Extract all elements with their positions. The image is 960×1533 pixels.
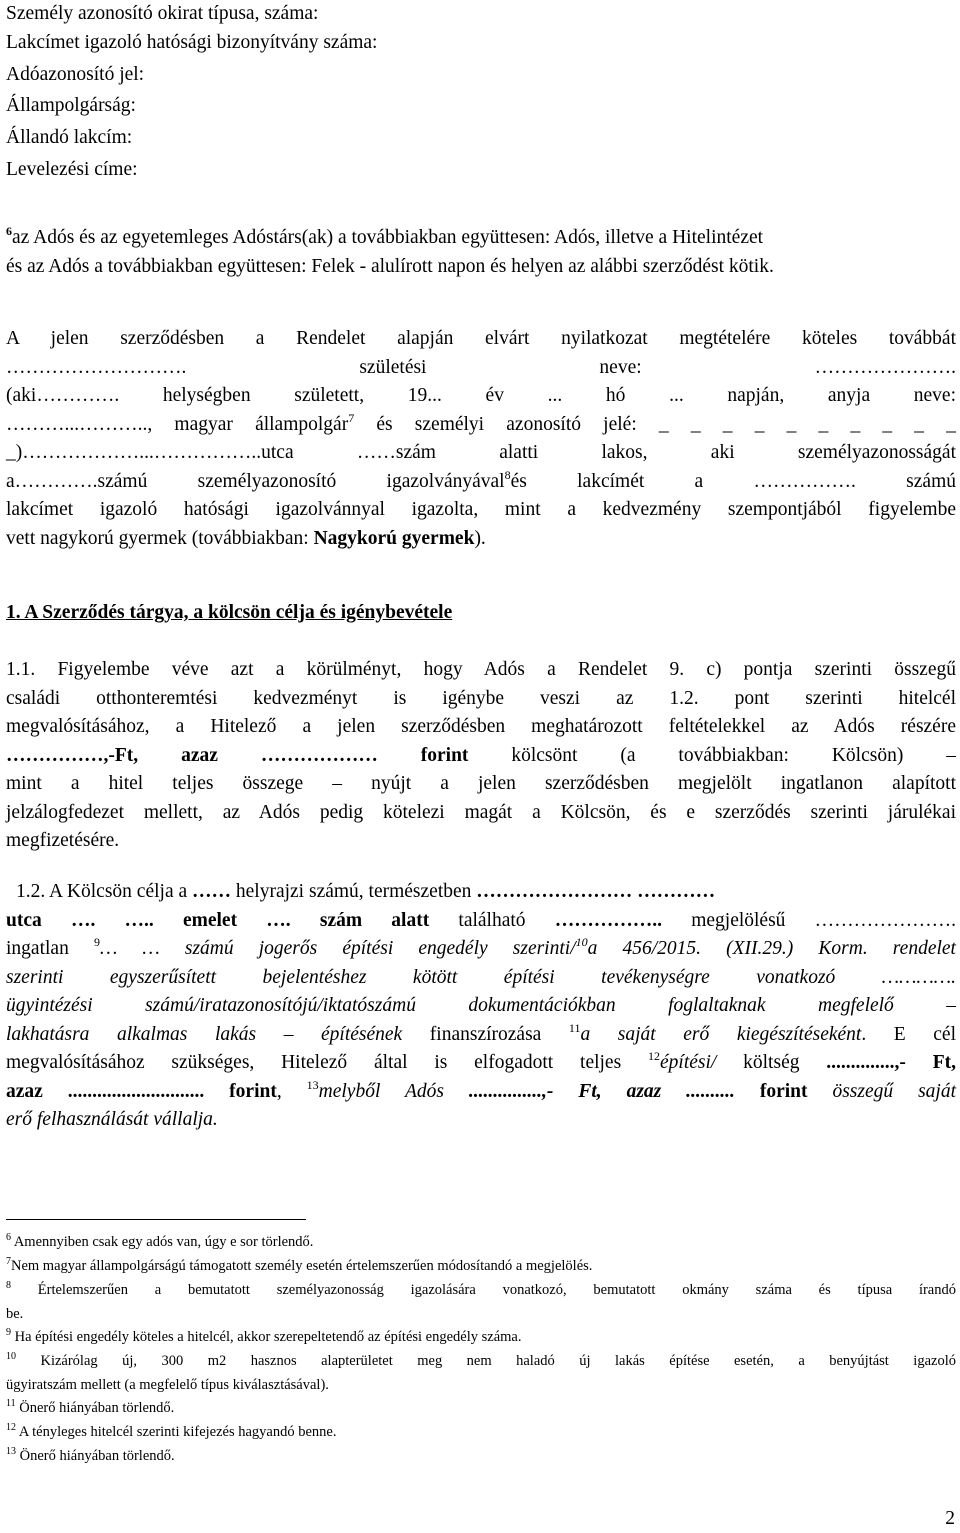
p12-line-4: szerinti egyszerűsített bejelentéshez kötött építési tevékenységre vonatkozó …………. <box>6 966 956 988</box>
loan-amount-placeholder: ……………,-Ft, azaz ……………… forint <box>6 744 469 766</box>
footnote-ref-9: 9 <box>93 935 100 949</box>
adult-child-line-2: ………………………. születési neve: …………………. <box>6 356 956 378</box>
p12-line-1: 1.2. A Kölcsön célja a …… helyrajzi számú, természetben …………………… ………… <box>16 881 716 902</box>
footnote-7: $^7$Nem magyar állampolgárságú támogatott személy esetén értelemszerűen módosítandó a megjelölés. <box>6 1256 593 1274</box>
footnote-12: $^{12}$ A tényleges hitelcél szerinti kifejezés hagyandó benne. <box>6 1422 337 1440</box>
section-1-title: 1. A Szerződés tárgya, a kölcsön célja és igénybevétele <box>6 602 453 623</box>
footnote-8: $^8$ Értelemszerűen a bemutatott személyazonosság igazolására vonatkozó, bemutatott okmány száma és típusa írandó be. <box>6 1280 956 1322</box>
footnote-ref-6: 6 <box>6 224 12 238</box>
paragraph-1-2 <box>6 878 956 1135</box>
footnote-11: $^{11}$ Önerő hiányában törlendő. <box>6 1398 175 1416</box>
footnote-ref-8: 8 <box>504 467 511 482</box>
adult-child-line-6: a………….számú személyazonosító igazolványával$^8$és lakcímét a ……………. számú <box>6 467 956 492</box>
p12-line-9: erő felhasználását vállalja. <box>6 1109 218 1130</box>
p12-line-3: ingatlan $^9$… … számú jogerős építési engedély szerinti/$^{10}$a 456/2015. (XII.29.) Korm. rendelet <box>6 935 956 959</box>
p12-line-2: utca …. ….. emelet …. szám alatt található …………….. megjelölésű …………………. <box>6 909 956 931</box>
adult-child-line-1: A jelen szerződésben a Rendelet alapján elvárt nyilatkozat megtételére köteles továbbát <box>6 328 956 349</box>
tax-id-field: Adóazonosító jel: <box>6 64 145 85</box>
footnote-13: $^{13}$ Önerő hiányában törlendő. <box>6 1446 175 1464</box>
adult-child-term: Nagykorú gyermek <box>313 527 475 549</box>
p11-line-4: ……………,-Ft, azaz ……………… forint kölcsönt (a továbbiakban: Kölcsön) – <box>6 744 956 766</box>
p11-line-7: megfizetésére. <box>6 830 120 851</box>
adult-child-line-7: lakcímet igazoló hatósági igazolvánnyal igazolta, mint a kedvezmény szempontjából figyelembe <box>6 499 956 520</box>
adult-child-line-5: _)………………...……………..utca ……szám alatti lakos, aki személyazonosságát <box>6 442 956 463</box>
parties-line-2: és az Adós a továbbiakban együttesen: Felek - alulírott napon és helyen az alábbi szerződést kötik. <box>6 255 774 277</box>
footnote-6: $^6$ Amennyiben csak egy adós van, úgy e sor törlendő. <box>6 1232 314 1250</box>
parties-line-1: $^6$az Adós és az egyetemleges Adóstárs(ak) a továbbiakban együttesen: Adós, illetve a Hitelintézet <box>6 224 764 248</box>
parties-paragraph <box>6 224 956 281</box>
p11-line-2: családi otthonteremtési kedvezményt is igénybe veszi az 1.2. pont szerinti hitelcél <box>6 687 956 709</box>
page-number: 2 <box>945 1508 955 1529</box>
p11-line-1: 1.1. Figyelembe véve azt a körülményt, hogy Adós a Rendelet 9. c) pontja szerinti összegű <box>6 659 956 680</box>
footnote-ref-11: 11 <box>568 1020 581 1035</box>
p12-line-7: megvalósításához szükséges, Hitelező által is elfogadott teljes $^{12}$építési/ költség ..............,- Ft, <box>6 1049 956 1073</box>
footnote-ref-12: 12 <box>648 1049 660 1063</box>
footnote-9: $^9$ Ha építési engedély köteles a hitelcél, akkor szerepeltetendő az építési engedély száma. <box>6 1327 522 1345</box>
adult-child-line-3: (aki…………. helységben született, 19... év ... hó ... napján, anyja neve: <box>6 385 956 406</box>
footnote-separator <box>6 1219 306 1220</box>
address-certificate-field: Lakcímet igazoló hatósági bizonyítvány száma: <box>6 32 378 53</box>
id-document-field: Személy azonosító okirat típusa, száma: <box>6 3 319 24</box>
p12-line-8: azaz ............................ forint, $^{13}$melyből Adós ...............,- Ft, azaz .......... forint összegű saját <box>6 1077 956 1102</box>
adult-child-line-8: vett nagykorú gyermek (továbbiakban: Nagykorú gyermek). <box>6 527 486 549</box>
mailing-address-field: Levelezési címe: <box>6 159 138 180</box>
p12-line-6: lakhatásra alkalmas lakás – építésének finanszírozása $^{11}$a saját erő kiegészítéseként. E cél <box>6 1020 956 1045</box>
footnote-10: $^{10}$ Kizárólag új, 300 m2 hasznos alapterületet meg nem haladó új lakás építése esetén, a benyújtást igazoló ügyiratszám mellett (a megfelelő típus kiválasztásával). <box>6 1351 956 1393</box>
citizenship-field: Állampolgárság: <box>6 95 136 116</box>
p12-line-5: ügyintézési számú/iratazonosítójú/iktatószámú dokumentációkban foglaltaknak megfelelő – <box>6 995 956 1016</box>
p11-line-6: jelzálogfedezet mellett, az Adós pedig kötelezi magát a Kölcsön, és e szerződés szerinti járulékai <box>6 801 956 823</box>
adult-child-line-4: ………...……….., magyar állampolgár$^7$ és személyi azonosító jelé: _ _ _ _ _ _ _ _ _ _ <box>6 410 956 435</box>
p11-line-3: megvalósításához, a Hitelező a jelen szerződésben meghatározott feltételekkel az Adós részére <box>6 716 956 737</box>
footnote-ref-13: 13 <box>306 1077 319 1092</box>
paragraph-1-1 <box>6 656 956 856</box>
adult-child-paragraph <box>6 325 956 553</box>
footnote-ref-7: 7 <box>348 410 355 425</box>
p11-line-5: mint a hitel teljes összege – nyújt a jelen szerződésben megjelölt ingatlanon alapított <box>6 773 956 794</box>
permanent-address-field: Állandó lakcím: <box>6 127 133 148</box>
footnote-ref-10: 10 <box>575 935 588 949</box>
